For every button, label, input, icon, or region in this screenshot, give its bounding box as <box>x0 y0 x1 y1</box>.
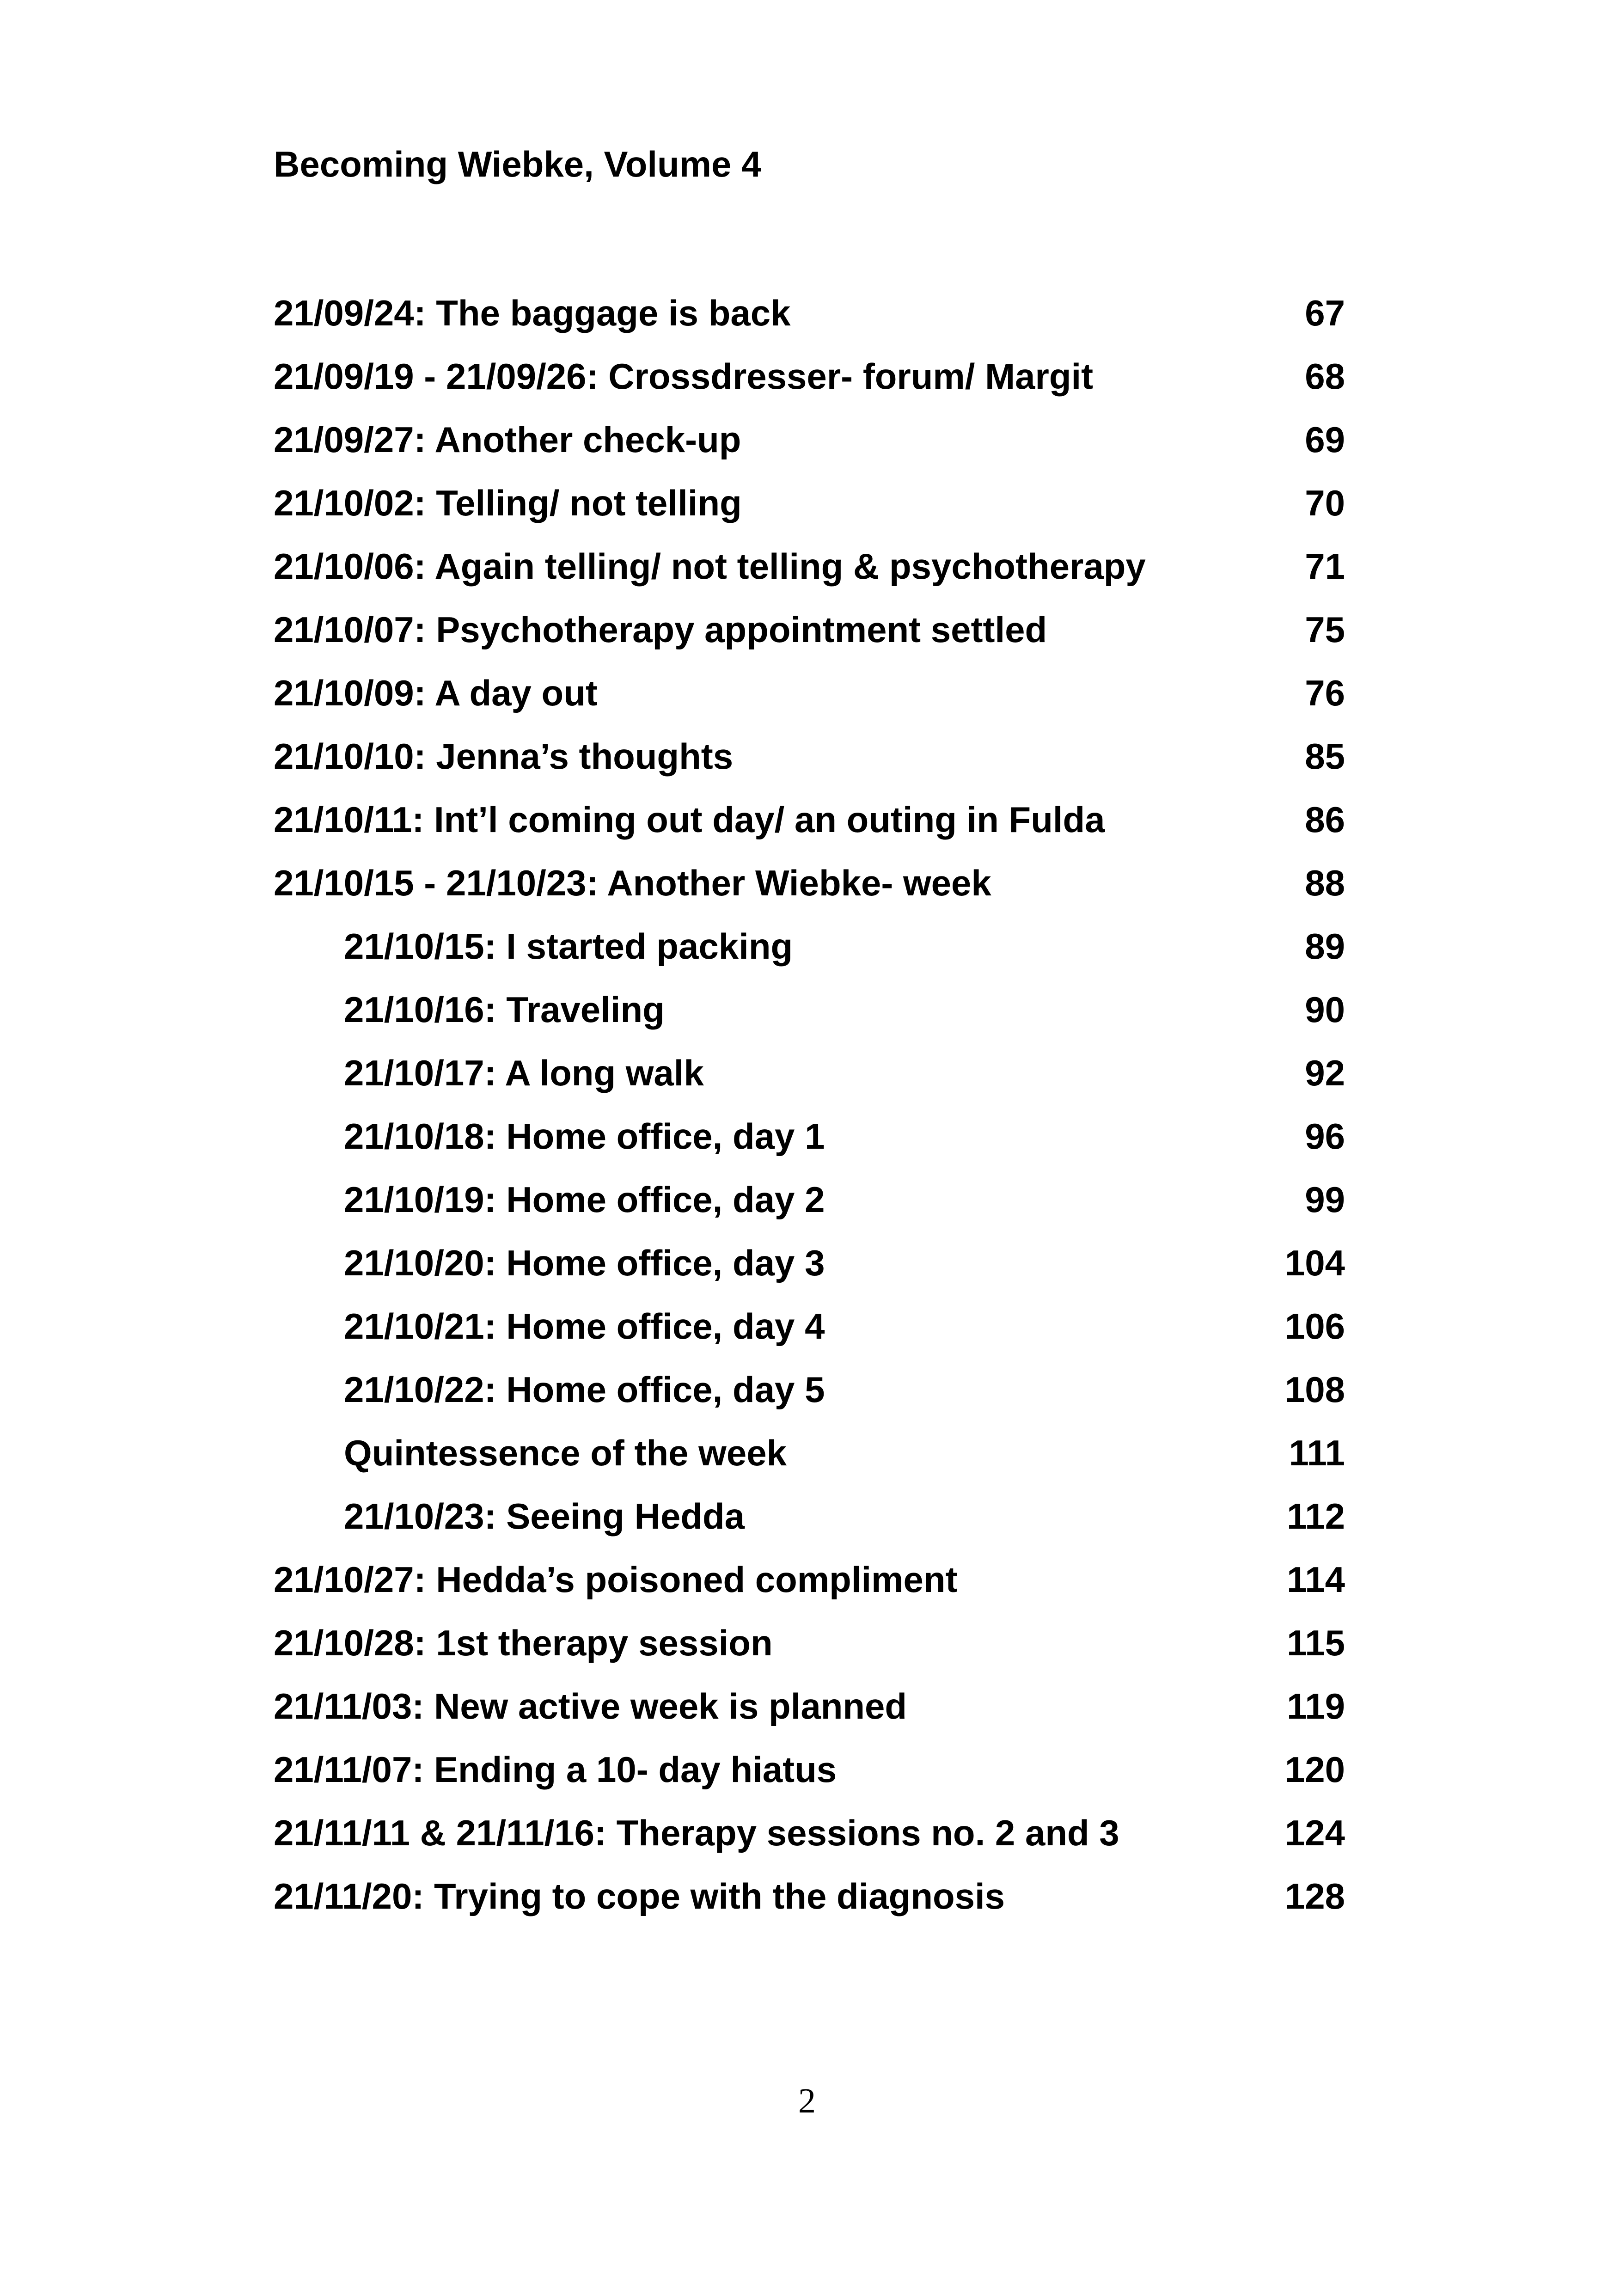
toc-subentry <box>274 1174 1345 1237</box>
toc-subentry <box>274 1237 1345 1301</box>
toc-entry-title: 21/11/03: New active week is planned <box>274 1686 907 1727</box>
toc-entry <box>274 541 1345 604</box>
toc-entry-title: 21/10/21: Home office, day 4 <box>344 1306 825 1347</box>
toc-entry <box>274 478 1345 541</box>
toc-entry <box>274 1807 1345 1871</box>
toc-entry-title: 21/10/07: Psychotherapy appointment settled <box>274 609 1047 650</box>
toc-entry-title: 21/10/19: Home office, day 2 <box>344 1179 825 1220</box>
toc-entry-title: 21/10/22: Home office, day 5 <box>344 1369 825 1410</box>
toc-entry-page: 108 <box>1284 1369 1345 1410</box>
toc-entry-page: 114 <box>1287 1559 1345 1600</box>
toc-entry-title: 21/10/06: Again telling/ not telling & psychotherapy <box>274 546 1146 587</box>
toc-entry-title: 21/09/27: Another check-up <box>274 419 741 460</box>
toc-entry-page: 85 <box>1305 736 1345 777</box>
toc-entry-title: 21/11/20: Trying to cope with the diagnosis <box>274 1876 1005 1916</box>
toc-subentry <box>274 1301 1345 1364</box>
toc-subentry <box>274 1364 1345 1427</box>
toc-subentry <box>274 1491 1345 1554</box>
toc-entry-title: 21/10/15: I started packing <box>344 926 793 967</box>
toc-entry-title: 21/10/28: 1st therapy session <box>274 1623 773 1663</box>
toc-entry-page: 96 <box>1305 1116 1345 1157</box>
toc-entry-title: 21/10/27: Hedda’s poisoned compliment <box>274 1559 958 1600</box>
toc-entry <box>274 1744 1345 1807</box>
toc-entry-page: 111 <box>1289 1433 1345 1473</box>
toc-entry <box>274 351 1345 414</box>
toc-entry-page: 112 <box>1287 1496 1345 1537</box>
toc-entry-title: 21/10/18: Home office, day 1 <box>344 1116 825 1157</box>
toc-entry-page: 90 <box>1305 989 1345 1030</box>
toc-entry <box>274 857 1345 921</box>
toc-entry <box>274 288 1345 351</box>
toc-entry-title: 21/10/17: A long walk <box>344 1053 704 1093</box>
toc-entry-page: 120 <box>1284 1749 1345 1790</box>
toc-entry-title: 21/10/16: Traveling <box>344 989 665 1030</box>
toc-entry-title: 21/11/07: Ending a 10- day hiatus <box>274 1749 837 1790</box>
toc-entry <box>274 1681 1345 1744</box>
toc-entry-title: 21/09/24: The baggage is back <box>274 293 791 333</box>
toc-entry-title: Quintessence of the week <box>344 1433 787 1473</box>
toc-entry <box>274 794 1345 857</box>
toc-entry <box>274 1871 1345 1934</box>
toc-subentry <box>274 1111 1345 1174</box>
toc-entry <box>274 604 1345 667</box>
toc-entry-page: 70 <box>1305 483 1345 523</box>
page-number: 2 <box>798 2082 816 2120</box>
toc-entry <box>274 731 1345 794</box>
toc-entry-page: 115 <box>1287 1623 1345 1663</box>
toc-entry <box>274 1554 1345 1617</box>
toc-entry-page: 106 <box>1284 1306 1345 1347</box>
toc-entry-title: 21/10/02: Telling/ not telling <box>274 483 742 523</box>
toc-entry-page: 124 <box>1284 1812 1345 1853</box>
table-of-contents <box>274 288 1345 1934</box>
book-title: Becoming Wiebke, Volume 4 <box>274 144 762 184</box>
toc-entry-page: 76 <box>1305 673 1345 713</box>
toc-entry <box>274 414 1345 478</box>
toc-entry-page: 119 <box>1287 1686 1345 1727</box>
toc-entry-title: 21/10/11: Int’l coming out day/ an outing in Fulda <box>274 799 1105 840</box>
toc-entry-page: 89 <box>1305 926 1345 967</box>
toc-entry-title: 21/10/23: Seeing Hedda <box>344 1496 745 1537</box>
toc-entry-page: 68 <box>1305 356 1345 397</box>
toc-entry-page: 69 <box>1305 419 1345 460</box>
toc-entry-title: 21/09/19 - 21/09/26: Crossdresser- forum/ Margit <box>274 356 1094 397</box>
toc-entry-page: 92 <box>1305 1053 1345 1093</box>
toc-entry-page: 104 <box>1284 1243 1345 1283</box>
toc-entry-title: 21/11/11 & 21/11/16: Therapy sessions no. 2 and 3 <box>274 1812 1119 1853</box>
toc-subentry <box>274 1047 1345 1111</box>
toc-subentry <box>274 984 1345 1047</box>
toc-subentry <box>274 921 1345 984</box>
toc-subentry <box>274 1427 1345 1491</box>
toc-entry-page: 86 <box>1305 799 1345 840</box>
toc-entry-page: 67 <box>1305 293 1345 333</box>
toc-entry <box>274 1617 1345 1681</box>
toc-entry-title: 21/10/20: Home office, day 3 <box>344 1243 825 1283</box>
toc-entry-page: 128 <box>1284 1876 1345 1916</box>
toc-entry-title: 21/10/15 - 21/10/23: Another Wiebke- week <box>274 863 991 903</box>
toc-entry-page: 75 <box>1305 609 1345 650</box>
toc-entry-title: 21/10/09: A day out <box>274 673 598 713</box>
toc-entry-page: 99 <box>1305 1179 1345 1220</box>
toc-entry-title: 21/10/10: Jenna’s thoughts <box>274 736 734 777</box>
toc-entry-page: 88 <box>1305 863 1345 903</box>
toc-entry <box>274 667 1345 731</box>
toc-entry-page: 71 <box>1305 546 1345 587</box>
